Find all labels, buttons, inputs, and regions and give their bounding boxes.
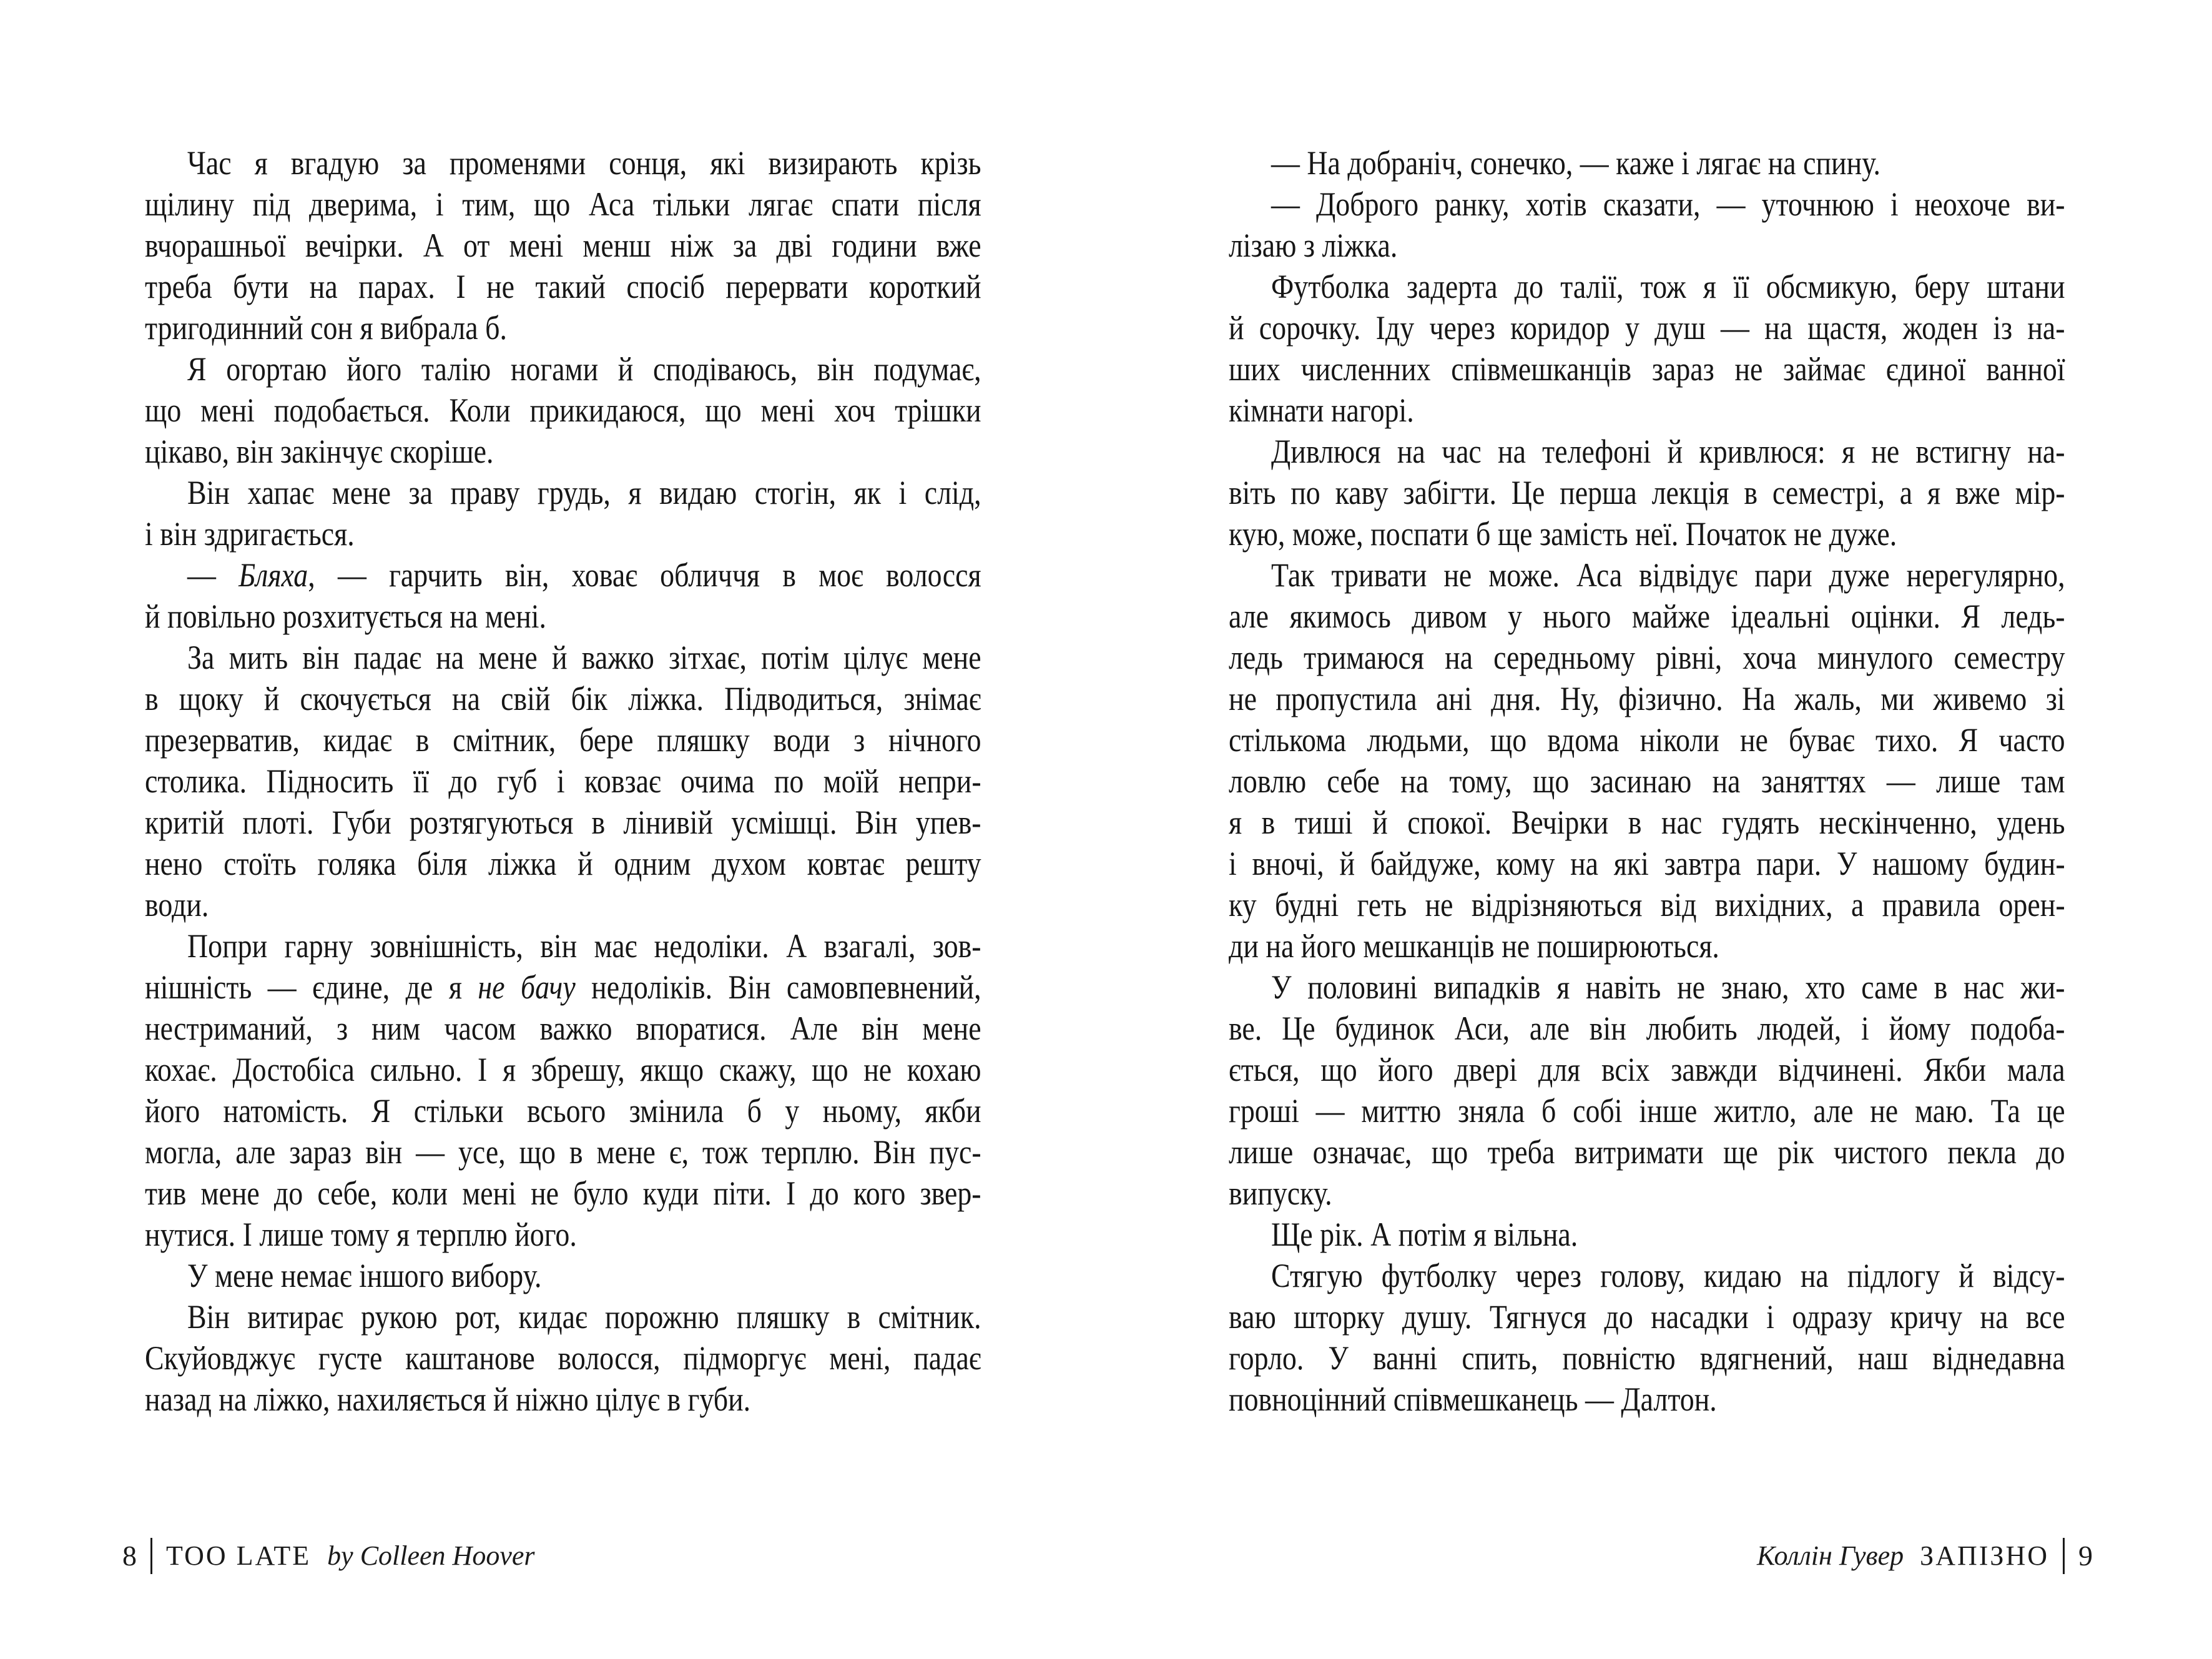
right-page-number: 9 — [2078, 1540, 2093, 1572]
footer-divider-bar — [150, 1538, 152, 1574]
paragraph — [1229, 431, 2065, 554]
text-line: нестриманий, з ним часом важко впоратися. Але він мене — [145, 1010, 981, 1047]
text-line: тригодинний сон я вибрала б. — [145, 309, 507, 347]
text-line: лізаю з ліжка. — [1229, 227, 1398, 264]
text-line: нутися. І лише тому я терплю його. — [145, 1216, 577, 1253]
running-byline-left: by Colleen Hoover — [327, 1540, 535, 1571]
paragraph — [145, 1296, 981, 1420]
text-line: назад на ліжко, нахиляється й ніжно цілує в губи. — [145, 1381, 751, 1418]
text-line: не пропустила ані дня. Ну, фізично. На жаль, ми живемо зі — [1229, 680, 2065, 717]
text-line: нено стоїть голяка біля ліжка й одним духом ковтає решту — [145, 845, 981, 882]
text-line: Він хапає мене за праву грудь, я видаю стогін, як і слід, — [187, 474, 981, 511]
text-line: кімнати нагорі. — [1229, 391, 1414, 429]
paragraph — [145, 554, 981, 637]
paragraph — [1229, 554, 2065, 967]
running-author-right: Коллін Гувер — [1756, 1540, 1904, 1571]
right-page-body-text — [1229, 142, 2065, 1420]
text-line: Я огортаю його талію ногами й сподіваюсь, він подумає, — [187, 350, 981, 388]
text-line: і він здригається. — [145, 515, 355, 553]
text-line: столика. Підносить її до губ і ковзає очима по моїй непри- — [145, 762, 981, 800]
text-line: ших численних співмешканців зараз не займає єдиної ванної — [1229, 350, 2065, 388]
paragraph — [145, 348, 981, 472]
text-line: цікаво, він закінчує скоріше. — [145, 433, 494, 470]
text-line: За мить він падає на мене й важко зітхає, потім цілує мене — [187, 639, 981, 676]
text-line: гроші — миттю зняла б собі інше житло, але не маю. Та це — [1229, 1092, 2065, 1130]
running-title-right: ЗАПІЗНО — [1920, 1540, 2049, 1571]
text-line: Скуйовджує густе каштанове волосся, підморгує мені, падає — [145, 1339, 981, 1377]
text-line: й сорочку. Іду через коридор у душ — на щастя, жоден із на- — [1229, 309, 2065, 347]
paragraph — [1229, 142, 2065, 184]
text-line: треба бути на парах. І не такий спосіб перервати короткий — [145, 268, 981, 305]
right-page — [1229, 142, 2065, 1420]
left-page-footer — [122, 1537, 535, 1575]
left-page-number: 8 — [122, 1540, 137, 1572]
text-line: — Доброго ранку, хотів сказати, — уточнюю і неохоче ви- — [1271, 185, 2065, 223]
text-line: ловлю себе на тому, що засинаю на заняттях — лише там — [1229, 762, 2065, 800]
running-title-left: TOO LATE — [166, 1540, 312, 1571]
text-line: в щоку й скочується на свій бік ліжка. Підводиться, знімає — [145, 680, 981, 717]
paragraph — [1229, 967, 2065, 1214]
text-line: що мені подобається. Коли прикидаюся, що мені хоч трішки — [145, 391, 981, 429]
footer-divider-bar — [2063, 1538, 2065, 1574]
text-line: лише означає, що треба витримати ще рік чистого пекла до — [1229, 1133, 2065, 1171]
paragraph — [1229, 184, 2065, 266]
text-line: — На добраніч, сонечко, — каже і лягає на спину. — [1271, 144, 1881, 182]
text-line: віть по каву забігти. Це перша лекція в семестрі, а я вже мір- — [1229, 474, 2065, 511]
text-line: ди на його мешканців не поширюються. — [1229, 927, 1719, 965]
text-line: нішність — єдине, де я не бачу недоліків. Він самовпевнений, — [145, 968, 981, 1006]
text-line: критій плоті. Губи розтягуються в лінивій усмішці. Він упев- — [145, 804, 981, 841]
text-line: ку будні геть не відрізняються від вихідних, а правила орен- — [1229, 886, 2065, 923]
left-page — [145, 142, 981, 1420]
text-line: горло. У ванні спить, повністю вдягнений, наш віднедавна — [1229, 1339, 2065, 1377]
text-line: ледь тримаюся на середньому рівні, хоча минулого семестру — [1229, 639, 2065, 676]
text-line: Попри гарну зовнішність, він має недоліки. А взагалі, зов- — [187, 927, 981, 965]
text-line: Ще рік. А потім я вільна. — [1271, 1216, 1578, 1253]
text-line: тив мене до себе, коли мені не було куди піти. І до кого звер- — [145, 1174, 981, 1212]
text-line: але якимось дивом у нього майже ідеальні оцінки. Я ледь- — [1229, 598, 2065, 635]
text-line: ваю шторку душу. Тягнуся до насадки і одразу кричу на все — [1229, 1298, 2065, 1336]
text-line: Стягую футболку через голову, кидаю на підлогу й відсу- — [1271, 1257, 2065, 1294]
text-line: вчорашньої вечірки. А от мені менш ніж за дві години вже — [145, 227, 981, 264]
paragraph — [145, 142, 981, 348]
text-line: щілину під дверима, і тим, що Аса тільки лягає спати після — [145, 185, 981, 223]
text-line: Дивлюся на час на телефоні й кривлюся: я не встигну на- — [1271, 433, 2065, 470]
text-line: Він витирає рукою рот, кидає порожню пляшку в смітник. — [187, 1298, 981, 1336]
text-line: я в тиші й спокої. Вечірки в нас гудять нескінченно, удень — [1229, 804, 2065, 841]
paragraph — [1229, 1255, 2065, 1420]
text-line: У половині випадків я навіть не знаю, хто саме в нас жи- — [1271, 968, 2065, 1006]
paragraph — [145, 925, 981, 1255]
text-line: і вночі, й байдуже, кому на які завтра пари. У нашому будин- — [1229, 845, 2065, 882]
text-line: кую, може, поспати б ще замість неї. Початок не дуже. — [1229, 515, 1897, 553]
text-line: кохає. Достобіса сильно. І я збрешу, якщо скажу, що не кохаю — [145, 1051, 981, 1088]
text-line: й повільно розхитується на мені. — [145, 598, 547, 635]
text-line: У мене немає іншого вибору. — [187, 1257, 542, 1294]
paragraph — [145, 637, 981, 925]
text-line: могла, але зараз він — усе, що в мене є, тож терплю. Він пус- — [145, 1133, 981, 1171]
paragraph — [145, 1255, 981, 1296]
text-line: ється, що його двері для всіх завжди відчинені. Якби мала — [1229, 1051, 2065, 1088]
text-line: ве. Це будинок Аси, але він любить людей, і йому подоба- — [1229, 1010, 2065, 1047]
text-line: його натомість. Я стільки всього змінила б у ньому, якби — [145, 1092, 981, 1130]
text-line: — Бляха, — гарчить він, ховає обличчя в моє волосся — [187, 556, 981, 594]
paragraph — [145, 472, 981, 554]
text-line: випуску. — [1229, 1174, 1332, 1212]
right-page-footer — [1757, 1537, 2093, 1575]
paragraph — [1229, 1214, 2065, 1255]
text-line: повноцінний співмешканець — Далтон. — [1229, 1381, 1717, 1418]
text-line: презерватив, кидає в смітник, бере пляшку води з нічного — [145, 721, 981, 759]
text-line: Так тривати не може. Аса відвідує пари дуже нерегулярно, — [1271, 556, 2065, 594]
text-line: Футболка задерта до талії, тож я її обсмикую, беру штани — [1271, 268, 2065, 305]
text-line: стількома людьми, що вдома ніколи не буває тихо. Я часто — [1229, 721, 2065, 759]
left-page-body-text — [145, 142, 981, 1420]
text-line: води. — [145, 886, 209, 923]
paragraph — [1229, 266, 2065, 431]
text-line: Час я вгадую за променями сонця, які визирають крізь — [187, 144, 981, 182]
